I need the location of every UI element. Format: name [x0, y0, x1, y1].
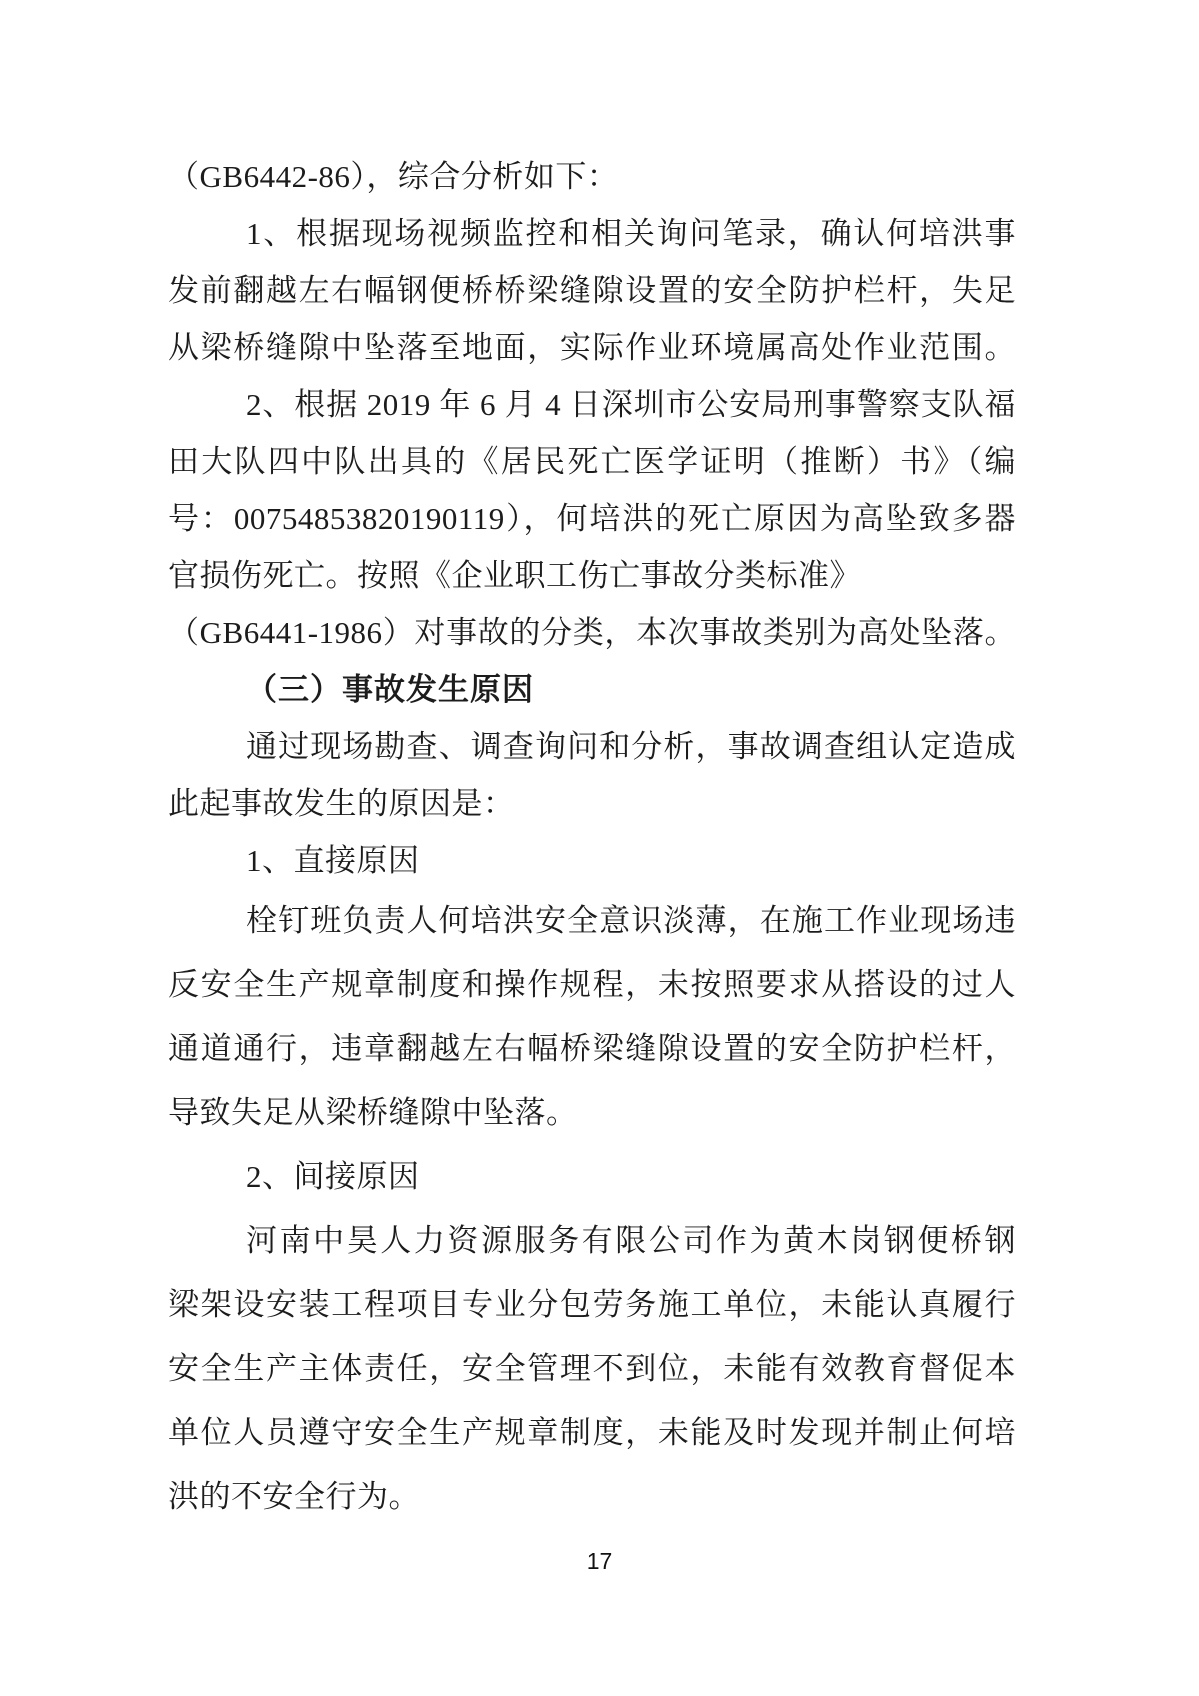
text-line: 发前翻越左右幅钢便桥桥梁缝隙设置的安全防护栏杆，失足	[168, 273, 1016, 308]
text-line: 号：00754853820190119），何培洪的死亡原因为高坠致多器	[168, 501, 1016, 536]
list-item-label: 2、间接原因	[246, 1159, 420, 1194]
text-line: 2、根据 2019 年 6 月 4 日深圳市公安局刑事警察支队福	[246, 387, 1016, 422]
text-line: 栓钉班负责人何培洪安全意识淡薄，在施工作业现场违	[246, 903, 1016, 938]
text-line: （GB6441-1986）对事故的分类，本次事故类别为高处坠落。	[168, 615, 1016, 650]
text-line: 1、根据现场视频监控和相关询问笔录，确认何培洪事	[246, 216, 1016, 251]
text-line: 官损伤死亡。按照《企业职工伤亡事故分类标准》	[168, 558, 861, 593]
page-footer	[0, 1546, 1199, 1576]
page-number: 17	[586, 1548, 613, 1574]
text-line: 单位人员遵守安全生产规章制度，未能及时发现并制止何培	[168, 1415, 1016, 1450]
text-line: 梁架设安装工程项目专业分包劳务施工单位，未能认真履行	[168, 1287, 1016, 1322]
text-line: 从梁桥缝隙中坠落至地面，实际作业环境属高处作业范围。	[168, 330, 1016, 365]
text-line: 安全生产主体责任，安全管理不到位，未能有效教育督促本	[168, 1351, 1016, 1386]
text-line: 此起事故发生的原因是：	[168, 786, 515, 821]
text-line: 导致失足从梁桥缝隙中坠落。	[168, 1095, 578, 1130]
text-line: 通过现场勘查、调查询问和分析，事故调查组认定造成	[246, 729, 1016, 764]
text-line: 河南中昊人力资源服务有限公司作为黄木岗钢便桥钢	[246, 1223, 1016, 1258]
text-line: 田大队四中队出具的《居民死亡医学证明（推断）书》（编	[168, 444, 1016, 479]
text-line: 反安全生产规章制度和操作规程，未按照要求从搭设的过人	[168, 967, 1016, 1002]
list-item-label: 1、直接原因	[246, 843, 420, 878]
report-body	[168, 148, 1016, 1529]
text-line: 洪的不安全行为。	[168, 1479, 420, 1514]
text-line: 通道通行，违章翻越左右幅桥梁缝隙设置的安全防护栏杆，	[168, 1031, 1016, 1066]
text-line: （GB6442-86），综合分析如下：	[168, 159, 619, 194]
section-heading: （三）事故发生原因	[246, 672, 534, 707]
